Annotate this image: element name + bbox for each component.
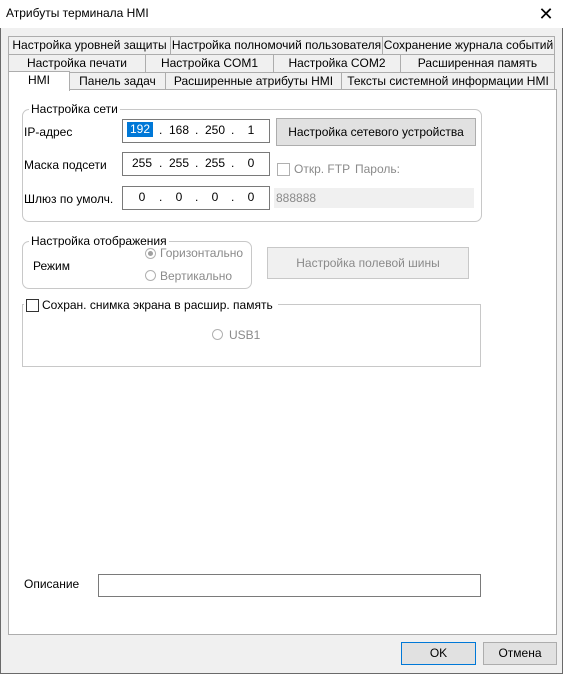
tab-label: Тексты системной информации HMI: [347, 74, 549, 88]
ok-button[interactable]: OK: [401, 642, 476, 665]
ip-octet-3[interactable]: 250: [204, 123, 226, 137]
tab-label: Настройка полномочий пользователя: [171, 38, 382, 52]
title-bar: [0, 0, 563, 28]
tab-label: Расширенные атрибуты HMI: [173, 74, 334, 88]
screenshot-save-checkbox[interactable]: [26, 299, 39, 312]
gateway-label: Шлюз по умолч.: [24, 192, 114, 206]
window-title: Атрибуты терминала HMI: [6, 6, 149, 20]
tab-label: Сохранение журнала событий: [383, 38, 554, 52]
tab-security-levels[interactable]: [8, 36, 171, 55]
ip-dot: .: [231, 123, 235, 137]
password-label: Пароль:: [355, 162, 400, 176]
network-group-title: Настройка сети: [31, 102, 118, 116]
tab-label: Настройка уровней защиты: [12, 38, 167, 52]
ip-dot: .: [195, 156, 199, 170]
tab-event-log[interactable]: [382, 36, 555, 55]
tab-label: Настройка COM2: [288, 56, 386, 70]
mask-octet-1[interactable]: 255: [131, 156, 153, 170]
tab-com1[interactable]: [145, 54, 274, 73]
gateway-octet-3[interactable]: 0: [211, 190, 219, 204]
tab-hmi[interactable]: [8, 71, 70, 91]
ip-dot: .: [231, 190, 235, 204]
horizontal-label: Горизонтально: [160, 246, 244, 260]
ip-address-input[interactable]: [122, 119, 270, 143]
screenshot-save-label: Сохран. снимка экрана в расшир. память: [42, 298, 273, 312]
vertical-radio[interactable]: [145, 270, 156, 281]
ip-octet-2[interactable]: 168: [168, 123, 190, 137]
tab-label: Настройка COM1: [160, 56, 259, 70]
subnet-mask-input[interactable]: [122, 152, 270, 176]
ip-address-label: IP-адрес: [24, 125, 73, 139]
tab-user-permissions[interactable]: [170, 36, 383, 55]
display-group-title: Настройка отображения: [31, 234, 167, 248]
mask-octet-3[interactable]: 255: [204, 156, 226, 170]
ip-dot: .: [195, 123, 199, 137]
ip-dot: .: [231, 156, 235, 170]
ip-dot: .: [159, 190, 163, 204]
tab-label: Панель задач: [79, 74, 156, 88]
ftp-checkbox[interactable]: [277, 163, 290, 176]
ip-dot: .: [159, 156, 163, 170]
horizontal-radio[interactable]: [145, 248, 156, 259]
password-field[interactable]: 888888: [274, 188, 474, 208]
tab-label: Расширенная память: [417, 56, 538, 70]
network-device-settings-button[interactable]: Настройка сетевого устройства: [276, 118, 476, 146]
ip-octet-1[interactable]: 192: [127, 122, 153, 137]
gateway-octet-2[interactable]: 0: [175, 190, 183, 204]
tab-label: Настройка печати: [26, 56, 128, 70]
ip-octet-4[interactable]: 1: [247, 123, 255, 137]
gateway-octet-1[interactable]: 0: [138, 190, 146, 204]
tab-extended-memory[interactable]: [400, 54, 555, 73]
tab-label: HMI: [28, 73, 50, 87]
mask-octet-4[interactable]: 0: [247, 156, 255, 170]
vertical-label: Вертикально: [160, 269, 233, 283]
fieldbus-settings-button[interactable]: Настройка полевой шины: [267, 247, 469, 279]
usb1-label: USB1: [229, 328, 261, 342]
close-icon[interactable]: ✕: [538, 4, 554, 24]
ip-dot: .: [159, 123, 163, 137]
gateway-octet-4[interactable]: 0: [247, 190, 255, 204]
tab-com2[interactable]: [273, 54, 401, 73]
description-label: Описание: [24, 577, 80, 591]
gateway-input[interactable]: [122, 186, 270, 210]
subnet-mask-label: Маска подсети: [24, 158, 107, 172]
description-input[interactable]: [98, 574, 481, 597]
cancel-button[interactable]: Отмена: [483, 642, 557, 665]
usb1-radio[interactable]: [212, 329, 223, 340]
mask-octet-2[interactable]: 255: [168, 156, 190, 170]
ftp-label: Откр. FTP: [294, 162, 351, 176]
mode-label: Режим: [33, 259, 70, 273]
ip-dot: .: [195, 190, 199, 204]
